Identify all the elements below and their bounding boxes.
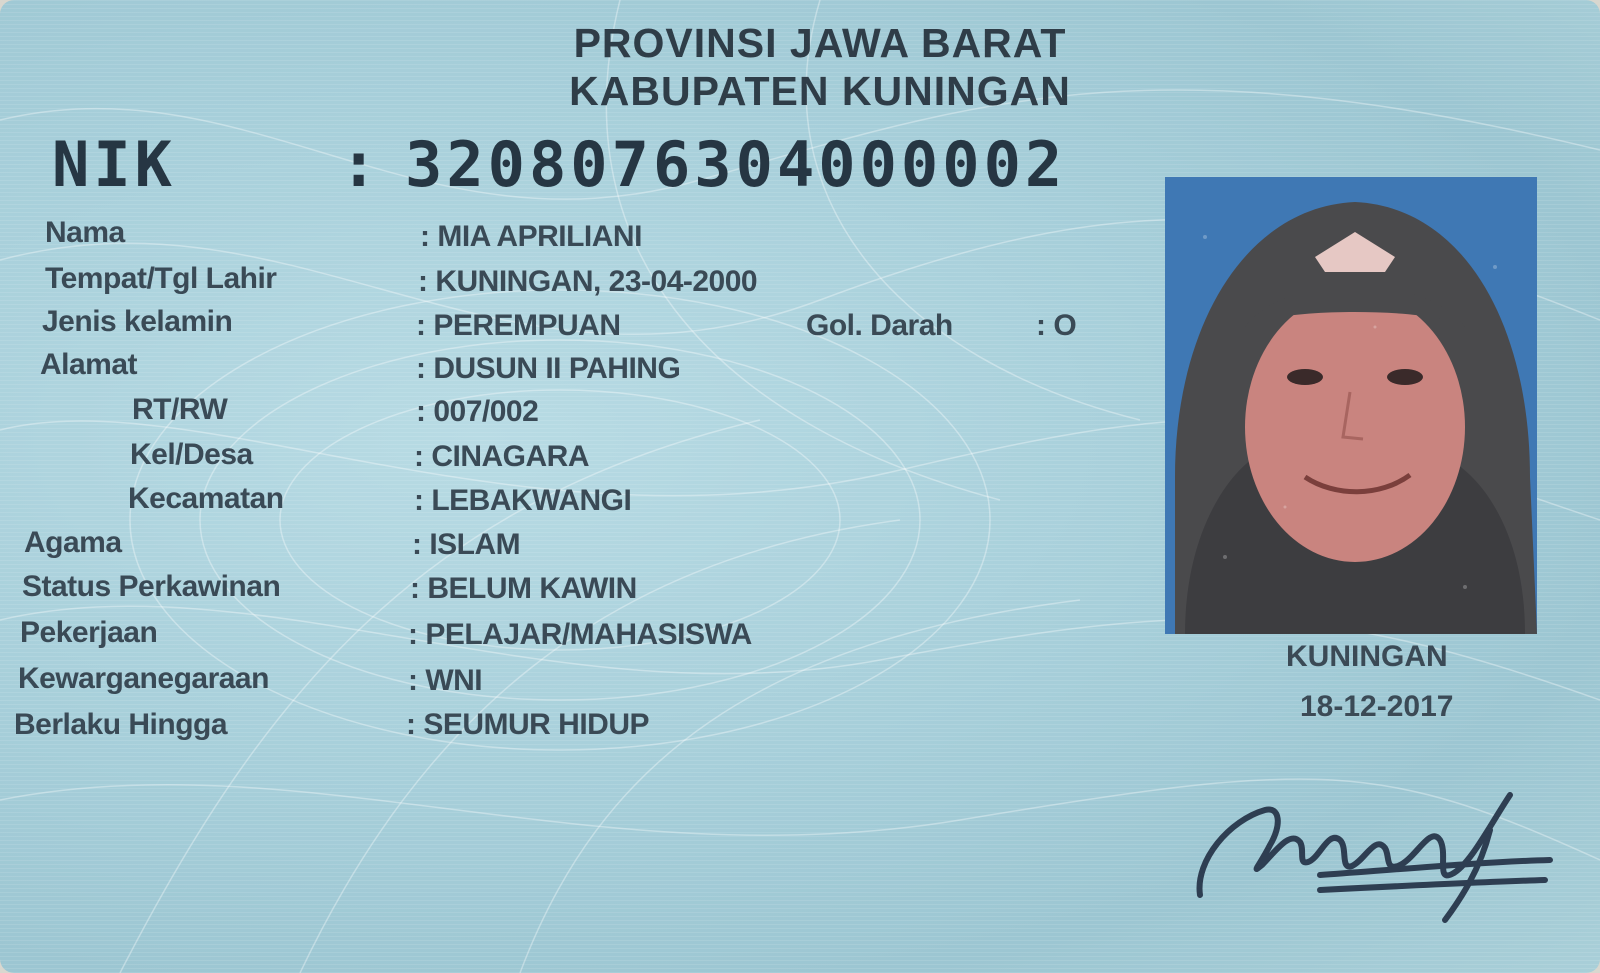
nik-label: NIK xyxy=(52,128,176,201)
label-keldesa: Kel/Desa xyxy=(130,438,253,471)
issue-place: KUNINGAN xyxy=(1286,640,1448,673)
value-berlaku: : SEUMUR HIDUP xyxy=(406,708,650,741)
value-kewarganegaraan: : WNI xyxy=(408,664,483,697)
label-gol-darah: Gol. Darah xyxy=(806,309,953,342)
label-jenis-kelamin: Jenis kelamin xyxy=(42,305,233,338)
portrait-photo xyxy=(1165,177,1537,634)
label-pekerjaan: Pekerjaan xyxy=(20,616,158,649)
label-ttl: Tempat/Tgl Lahir xyxy=(45,262,277,295)
value-status: : BELUM KAWIN xyxy=(410,572,637,605)
label-kecamatan: Kecamatan xyxy=(128,482,284,515)
label-nama: Nama xyxy=(45,216,125,249)
regency-title: KABUPATEN KUNINGAN xyxy=(569,68,1071,114)
value-kecamatan: : LEBAKWANGI xyxy=(414,484,632,517)
province-title: PROVINSI JAWA BARAT xyxy=(573,20,1067,66)
label-alamat: Alamat xyxy=(40,348,138,381)
portrait-image xyxy=(1165,177,1537,634)
value-ttl: : KUNINGAN, 23-04-2000 xyxy=(418,265,758,298)
signature xyxy=(1190,770,1570,930)
value-pekerjaan: : PELAJAR/MAHASISWA xyxy=(408,618,752,651)
value-gol-darah: : O xyxy=(1036,309,1077,342)
label-berlaku: Berlaku Hingga xyxy=(14,708,228,741)
label-agama: Agama xyxy=(24,526,122,559)
label-kewarganegaraan: Kewarganegaraan xyxy=(18,662,269,695)
label-status: Status Perkawinan xyxy=(22,570,281,603)
issue-date: 18-12-2017 xyxy=(1300,690,1454,723)
value-agama: : ISLAM xyxy=(412,528,521,561)
value-alamat: : DUSUN II PAHING xyxy=(416,352,681,385)
value-jenis-kelamin: : PEREMPUAN xyxy=(416,309,621,342)
nik-colon: : xyxy=(340,128,382,201)
value-keldesa: : CINAGARA xyxy=(414,440,589,473)
nik-value: 3208076304000002 xyxy=(405,128,1067,201)
value-nama: : MIA APRILIANI xyxy=(420,220,642,253)
label-rtrw: RT/RW xyxy=(132,393,228,426)
value-rtrw: : 007/002 xyxy=(416,395,539,428)
